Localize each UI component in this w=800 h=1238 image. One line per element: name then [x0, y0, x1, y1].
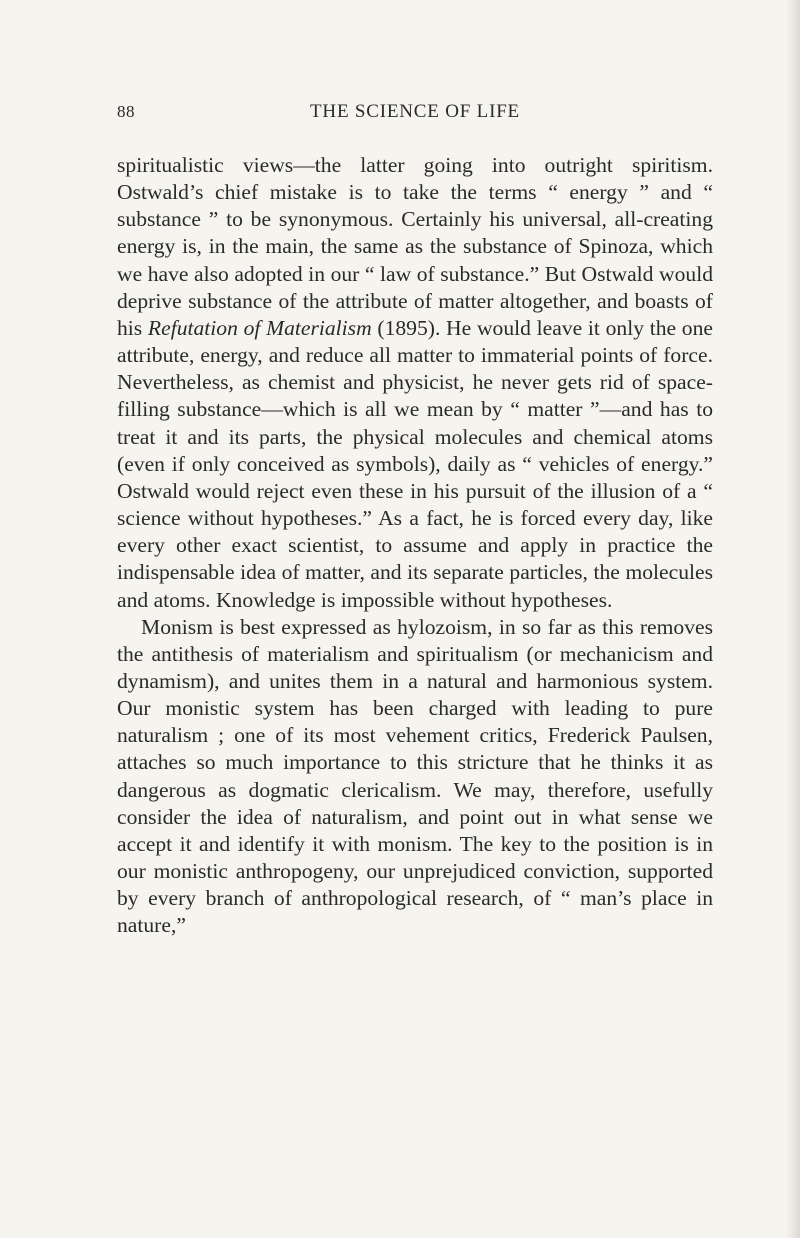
paragraph-1-text-a: spiritualistic views—the latter going into outright spiritism. Ostwald’s chief mistake is to take the terms “ energy ” and “ substance ” to be synonymous. Certainly his universal, all-creating energy is, in the main, the same as the substance of Spinoza, which we have also adopted in our “ law of substance.” But Ostwald would deprive substance of the attribute of matter altogether, and boasts of his — [117, 153, 713, 340]
paragraph-1-text-b: (1895). He would leave it only the one attribute, energy, and reduce all matter to immaterial points of force. Nevertheless, as chemist and physicist, he never gets rid of space-filling substance—which is all we mean by “ matter ”—and has to treat it and its parts, the physical molecules and chemical atoms (even if only conceived as symbols), daily as “ vehicles of energy.” Ostwald would reject even these in his pursuit of the illusion of a “ science without hypotheses.” As a fact, he is forced every day, like every other exact scientist, to assume and apply in practice the indispensable idea of matter, and its separate particles, the molecules and atoms. Knowledge is impossible without hypotheses. — [117, 315, 713, 612]
page-number: 88 — [117, 102, 135, 121]
paragraph-1 — [117, 152, 713, 614]
running-title: THE SCIENCE OF LIFE — [310, 101, 520, 122]
book-title: Refutation of Materialism — [147, 315, 372, 340]
page-edge-shadow — [786, 0, 800, 1238]
page-header — [117, 92, 713, 132]
paragraph-2: Monism is best expressed as hylozoism, in so far as this removes the antithesis of materialism and spiritualism (or mechanicism and dynamism), and unites them in a natural and harmonious system. Our monistic system has been charged with leading to pure naturalism ; one of its most vehement critics, Frederick Paulsen, attaches so much importance to this stricture that he thinks it as dangerous as dogmatic clericalism. We may, therefore, usefully consider the idea of naturalism, and point out in what sense we accept it and identify it with monism. The key to the position is in our monistic anthropogeny, our unprejudiced conviction, supported by every branch of anthropological research, of “ man’s place in nature,” — [117, 614, 713, 938]
body-text — [117, 152, 713, 940]
